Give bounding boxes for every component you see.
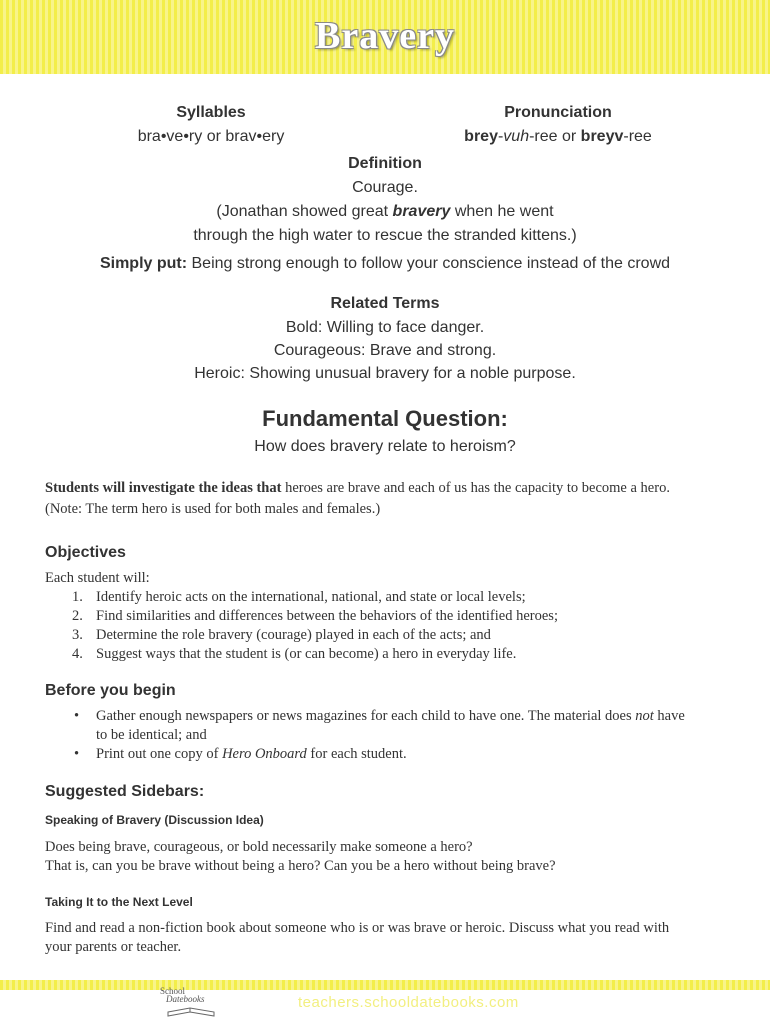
list-item <box>45 645 745 664</box>
definition-word: Courage. <box>352 179 418 196</box>
footer-url-link[interactable]: teachers.schooldatebooks.com <box>298 994 519 1011</box>
bullet1-post: have <box>653 708 685 724</box>
simply-put-text: Being strong enough to follow your conscience instead of the crowd <box>187 255 671 272</box>
pron-part-4: -ree or <box>529 128 581 145</box>
sidebar1-line2: That is, can you be brave without being a hero? Can you be a hero without being brave? <box>45 858 556 874</box>
bullet1-pre: Gather enough newspapers or news magazines for each child to have one. The material does <box>96 708 636 724</box>
list-item <box>45 588 745 607</box>
syllables-heading: Syllables <box>176 104 246 121</box>
related-terms-heading: Related Terms <box>330 295 440 312</box>
list-item <box>45 607 745 626</box>
item-text: Determine the role bravery (courage) played in each of the acts; and <box>96 627 491 643</box>
example-pre: (Jonathan showed great <box>216 203 393 220</box>
intro-note: (Note: The term hero is used for both males and females.) <box>45 501 381 517</box>
related-terms-block <box>0 295 770 383</box>
before-list <box>45 707 745 764</box>
bullet1-line2: to be identical; and <box>96 727 207 743</box>
sidebars-heading: Suggested Sidebars: <box>45 783 205 800</box>
related-term: Courageous: Brave and strong. <box>273 342 497 359</box>
item-text: Find similarities and differences between the behaviors of the identified heroes; <box>96 608 558 624</box>
pron-part-3: vuh <box>503 128 530 145</box>
fundamental-question-block <box>0 406 770 456</box>
item-number: 1. <box>72 589 83 605</box>
pron-part-6: -ree <box>623 128 652 145</box>
pronunciation-heading: Pronunciation <box>504 104 612 121</box>
item-number: 2. <box>72 608 83 624</box>
definition-block <box>0 155 770 245</box>
sidebar1-body <box>45 838 755 876</box>
sidebar2-line1: Find and read a non-fiction book about someone who is or was brave or heroic. Discuss what you read with <box>45 920 670 936</box>
list-item <box>45 707 745 745</box>
bullet2-post: for each student. <box>306 746 407 762</box>
sidebar1-heading: Speaking of Bravery (Discussion Idea) <box>45 813 264 827</box>
pronunciation-block <box>428 104 688 146</box>
related-term: Heroic: Showing unusual bravery for a noble purpose. <box>194 365 576 382</box>
example-post: when he went <box>450 203 554 220</box>
logo-line2: Datebooks <box>166 994 205 1004</box>
simply-put-label: Simply put: <box>99 255 188 272</box>
example-emphasis: bravery <box>392 203 451 220</box>
logo-line1: School <box>160 986 186 996</box>
item-number: 3. <box>72 627 83 643</box>
title-banner <box>0 0 770 74</box>
fundamental-heading: Fundamental Question: <box>262 406 508 431</box>
sidebar1-line1: Does being brave, courageous, or bold necessarily make someone a hero? <box>45 839 473 855</box>
before-heading: Before you begin <box>45 682 176 699</box>
objectives-list <box>45 569 745 664</box>
item-text: Suggest ways that the student is (or can become) a hero in everyday life. <box>96 646 517 662</box>
syllables-value: bra•ve•ry or brav•ery <box>137 128 285 145</box>
sidebar2-body <box>45 919 755 957</box>
item-number: 4. <box>72 646 83 662</box>
fundamental-question: How does bravery relate to heroism? <box>254 438 516 455</box>
list-item <box>45 626 745 645</box>
simply-put <box>0 255 770 273</box>
bullet2-pre: Print out one copy of <box>96 746 223 762</box>
pron-part-2: - <box>497 128 504 145</box>
bullet-icon: • <box>74 746 80 762</box>
intro-rest: heroes are brave and each of us has the capacity to become a hero. <box>281 480 670 496</box>
objectives-heading: Objectives <box>45 544 126 561</box>
pron-part-1: brey <box>464 128 498 145</box>
page-title: Bravery <box>315 15 455 57</box>
intro-lead: Students will investigate the ideas that <box>45 480 282 496</box>
book-icon <box>158 986 228 1020</box>
bullet-icon: • <box>74 708 80 724</box>
school-datebooks-logo <box>158 986 228 1020</box>
footer-band <box>0 980 770 990</box>
pron-part-5: breyv <box>580 128 624 145</box>
item-text: Identify heroic acts on the international, national, and state or local levels; <box>96 589 526 605</box>
definition-example <box>0 203 770 221</box>
objectives-lead: Each student will: <box>45 570 150 586</box>
definition-heading: Definition <box>348 155 422 172</box>
pronunciation-value <box>428 128 688 146</box>
sidebar2-line2: your parents or teacher. <box>45 939 182 955</box>
bullet1-emphasis: not <box>635 708 654 724</box>
bullet2-emphasis: Hero Onboard <box>222 746 307 762</box>
list-item <box>45 745 745 764</box>
intro-paragraph <box>45 479 745 519</box>
definition-example-line2: through the high water to rescue the stranded kittens.) <box>193 227 577 244</box>
syllables-block <box>96 104 326 146</box>
sidebar2-heading: Taking It to the Next Level <box>45 895 193 909</box>
related-term: Bold: Willing to face danger. <box>285 319 485 336</box>
